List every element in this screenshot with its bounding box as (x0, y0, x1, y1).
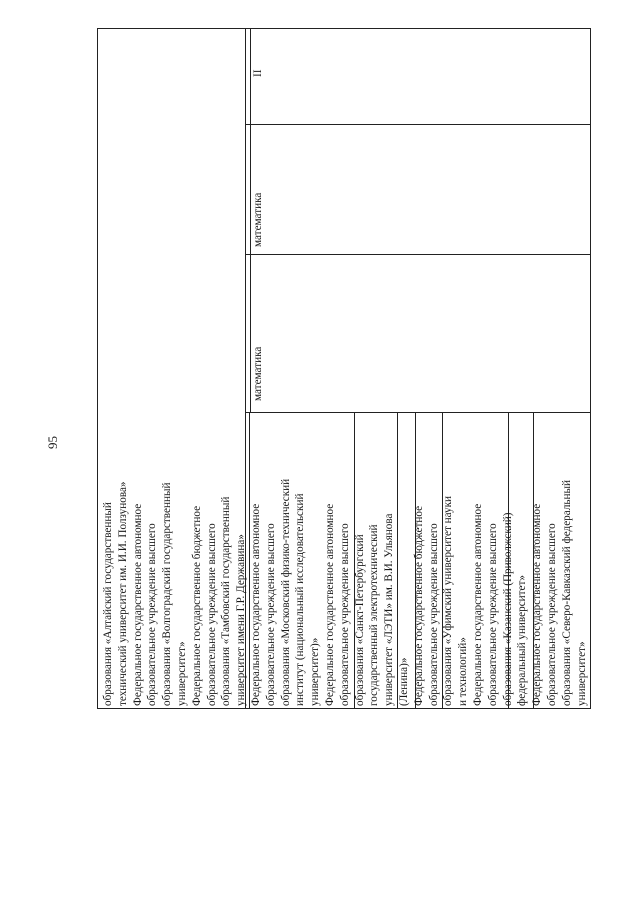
org-line: образования «Санкт-Петербургский (353, 534, 366, 706)
org-line: образования «Тамбовский государственный (220, 496, 233, 706)
subject-cell-2: математика (252, 192, 264, 247)
org-line: университет имени Г.Р. Державина» (235, 534, 248, 706)
org-line: и технологий» (457, 637, 470, 706)
org-line: Федеральное государственное автономное (249, 503, 262, 706)
org-line: университет «ЛЭТИ» им. В.И. Ульянова (383, 513, 396, 706)
org-line: Федеральное государственное автономное (531, 503, 544, 706)
org-line: образования «Казанский (Приволжский) (501, 512, 514, 706)
org-line: университет)» (309, 637, 322, 706)
org-line: университет» (575, 641, 588, 706)
org-line: образовательное учреждение высшего (545, 523, 558, 706)
org-line: Федеральное государственное автономное (323, 503, 336, 706)
org-line: образовательное учреждение высшего (486, 523, 499, 706)
org-line: образования «Алтайский государственный (102, 502, 114, 706)
org-line: образования «Уфимский университет науки (442, 495, 455, 706)
org-line: университет» (175, 641, 188, 706)
org-line: образовательное учреждение высшего (427, 523, 440, 706)
org-line: образовательное учреждение высшего (264, 523, 277, 706)
org-line: Федеральное государственное автономное (471, 503, 484, 706)
subject-cell-1: математика (252, 346, 264, 401)
org-line: Федеральное государственное автономное (131, 503, 144, 706)
org-line: технический университет им. И.И. Ползунова» (116, 481, 129, 706)
org-line: образовательное учреждение высшего (205, 523, 218, 706)
org-line: образовательное учреждение высшего (338, 523, 351, 706)
org-line: государственный электротехнический (368, 524, 381, 706)
organizations-cell (101, 479, 589, 706)
org-line: институт (национальный исследовательский (294, 493, 307, 706)
org-line: Федеральное государственное бюджетное (190, 505, 203, 706)
org-line: образования «Северо-Кавказский федеральный (560, 479, 573, 706)
table-row-divider (245, 412, 591, 413)
org-line: образовательное учреждение высшего (146, 523, 159, 706)
org-line: образования «Московский физико-технический (279, 478, 292, 706)
table-row-divider (245, 124, 591, 125)
org-line: (Ленина)» (397, 657, 410, 706)
org-line: образования «Волгоградский государственный (161, 482, 174, 706)
page-number: 95 (45, 436, 60, 449)
level-cell: II (252, 69, 264, 77)
org-line: федеральный университет» (516, 575, 529, 706)
olympiad-table (97, 28, 591, 709)
table-row-divider (245, 254, 591, 255)
org-line: Федеральное государственное бюджетное (412, 505, 425, 706)
